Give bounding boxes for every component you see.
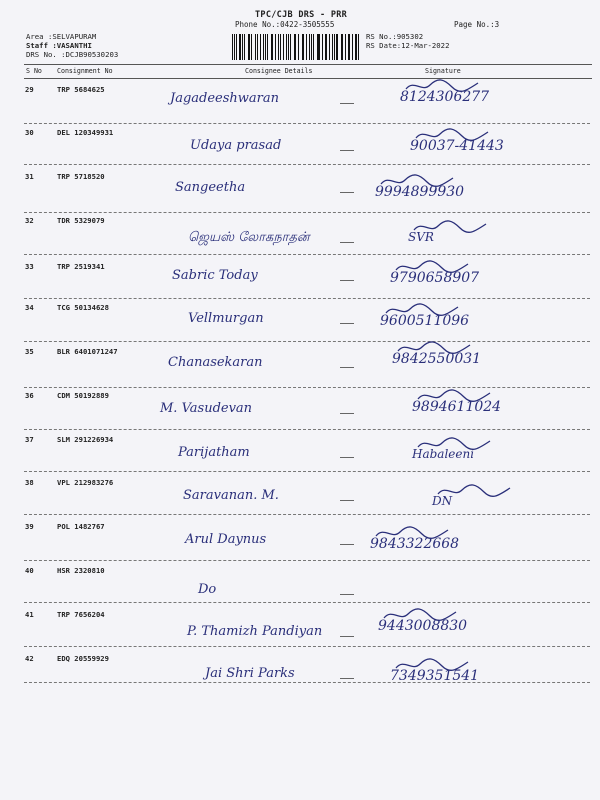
serial-number: 32 [25, 216, 34, 225]
dash-mark [340, 280, 354, 281]
dash-mark [340, 192, 354, 193]
signature-handwriting: 90037-41443 [410, 138, 504, 154]
delivery-row [0, 172, 600, 222]
signature-scribble-icon [394, 258, 474, 276]
signature-scribble-icon [412, 218, 492, 236]
page-number: Page No.:3 [454, 20, 500, 29]
signature-handwriting: 9994899930 [375, 184, 465, 200]
delivery-row [0, 566, 600, 616]
consignee-handwritten-name: Vellmurgan [188, 311, 264, 326]
signature-scribble-icon [379, 172, 459, 190]
serial-number: 42 [25, 654, 34, 663]
sheet-meta-left [26, 32, 118, 60]
consignment-number: EDQ 20559929 [57, 654, 109, 663]
consignee-handwritten-name: Sabric Today [172, 268, 258, 283]
row-separator [24, 212, 590, 213]
dash-mark [340, 457, 354, 458]
col-header-consignment: Consignment No [57, 67, 113, 75]
serial-number: 34 [25, 303, 34, 312]
signature-scribble-icon [416, 435, 496, 453]
consignee-handwritten-name: ஜெயஸ் லோகநாதன் [188, 230, 310, 245]
consignee-handwritten-name: Arul Daynus [185, 532, 267, 547]
consignment-number: SLM 291226934 [57, 435, 114, 444]
header-rule-bottom [24, 78, 592, 79]
consignment-number: POL 1482767 [57, 522, 105, 531]
row-separator [24, 254, 590, 255]
serial-number: 35 [25, 347, 34, 356]
dash-mark [340, 150, 354, 151]
consignment-number: DEL 120349931 [57, 128, 114, 137]
signature-handwriting: Habaleeni [412, 447, 475, 461]
serial-number: 29 [25, 85, 34, 94]
dash-mark [340, 242, 354, 243]
dash-mark [340, 413, 354, 414]
signature-handwriting: 9842550031 [392, 351, 482, 367]
staff-field: Staff :VASANTHI [26, 41, 92, 51]
dash-mark [340, 678, 354, 679]
signature-handwriting: 9843322668 [370, 536, 460, 552]
dash-mark [340, 636, 354, 637]
consignee-handwritten-name: Parijatham [178, 445, 250, 460]
dash-mark [340, 367, 354, 368]
consignment-number: TRP 5684625 [57, 85, 105, 94]
delivery-row [0, 522, 600, 572]
serial-number: 39 [25, 522, 34, 531]
consignment-number: TRP 7656204 [57, 610, 105, 619]
phone-number: Phone No.:0422-3505555 [235, 20, 335, 29]
consignment-number: TCG 50134628 [57, 303, 109, 312]
col-header-sno: S No [26, 67, 42, 75]
row-separator [24, 602, 590, 603]
row-separator [24, 471, 590, 472]
dash-mark [340, 594, 354, 595]
consignment-number: HSR 2320810 [57, 566, 105, 575]
dash-mark [340, 500, 354, 501]
area-field: Area :SELVAPURAM [26, 32, 97, 41]
delivery-row [0, 303, 600, 353]
consignee-handwritten-name: M. Vasudevan [160, 401, 253, 416]
consignee-handwritten-name: Jai Shri Parks [205, 666, 295, 681]
signature-scribble-icon [416, 387, 496, 405]
consignee-handwritten-name: Do [198, 582, 217, 597]
row-separator [24, 123, 590, 124]
serial-number: 36 [25, 391, 34, 400]
consignee-handwritten-name: P. Thamizh Pandiyan [187, 624, 323, 639]
dash-mark [340, 103, 354, 104]
delivery-row [0, 478, 600, 528]
delivery-row [0, 610, 600, 660]
consignment-number: VPL 212983276 [57, 478, 114, 487]
serial-number: 37 [25, 435, 34, 444]
signature-scribble-icon [436, 482, 516, 500]
col-header-signature: Signature [425, 67, 461, 75]
signature-handwriting: 9894611024 [412, 399, 502, 415]
rs-number: RS No.:905302 [366, 32, 424, 41]
consignment-number: TDR 5329079 [57, 216, 105, 225]
consignee-handwritten-name: Chanasekaran [168, 355, 263, 370]
col-header-consignee: Consignee Details [245, 67, 313, 75]
signature-scribble-icon [382, 606, 462, 624]
dash-mark [340, 323, 354, 324]
drs-number: DRS No. :DCJB90530203 [26, 50, 119, 60]
row-separator [24, 298, 590, 299]
serial-number: 33 [25, 262, 34, 271]
signature-handwriting: 9600511096 [380, 313, 470, 329]
consignee-handwritten-name: Sangeetha [175, 180, 246, 195]
consignee-handwritten-name: Udaya prasad [190, 138, 282, 153]
delivery-row [0, 128, 600, 178]
delivery-row [0, 216, 600, 266]
sheet-meta-right [366, 32, 449, 50]
header-rule-top [24, 64, 592, 65]
row-separator [24, 560, 590, 561]
consignment-number: TRP 5718520 [57, 172, 105, 181]
signature-scribble-icon [374, 524, 454, 542]
rs-date: RS Date:12-Mar-2022 [366, 41, 450, 51]
row-separator [24, 341, 590, 342]
row-separator [24, 164, 590, 165]
delivery-row [0, 347, 600, 397]
row-separator [24, 387, 590, 388]
signature-handwriting: 9790658907 [390, 270, 480, 286]
signature-handwriting: SVR [408, 230, 434, 244]
consignee-handwritten-name: Jagadeeshwaran [170, 91, 280, 106]
signature-scribble-icon [384, 301, 464, 319]
signature-handwriting: 8124306277 [400, 89, 490, 105]
consignee-handwritten-name: Saravanan. M. [183, 488, 279, 503]
dash-mark [340, 544, 354, 545]
barcode [232, 34, 360, 60]
delivery-row [0, 654, 600, 704]
signature-handwriting: 9443008830 [378, 618, 468, 634]
serial-number: 30 [25, 128, 34, 137]
serial-number: 41 [25, 610, 34, 619]
consignment-number: TRP 2519341 [57, 262, 105, 271]
delivery-row [0, 391, 600, 441]
row-separator [24, 682, 590, 683]
serial-number: 38 [25, 478, 34, 487]
row-separator [24, 514, 590, 515]
signature-handwriting: 7349351541 [390, 668, 480, 684]
sheet-title: TPC/CJB DRS - PRR [255, 10, 348, 20]
consignment-number: BLR 6401071247 [57, 347, 118, 356]
serial-number: 40 [25, 566, 34, 575]
signature-scribble-icon [404, 77, 484, 95]
row-separator [24, 646, 590, 647]
serial-number: 31 [25, 172, 34, 181]
signature-scribble-icon [394, 656, 474, 674]
row-separator [24, 429, 590, 430]
consignment-number: CDM 50192889 [57, 391, 109, 400]
signature-scribble-icon [396, 339, 476, 357]
signature-handwriting: DN [432, 494, 453, 508]
signature-scribble-icon [414, 126, 494, 144]
